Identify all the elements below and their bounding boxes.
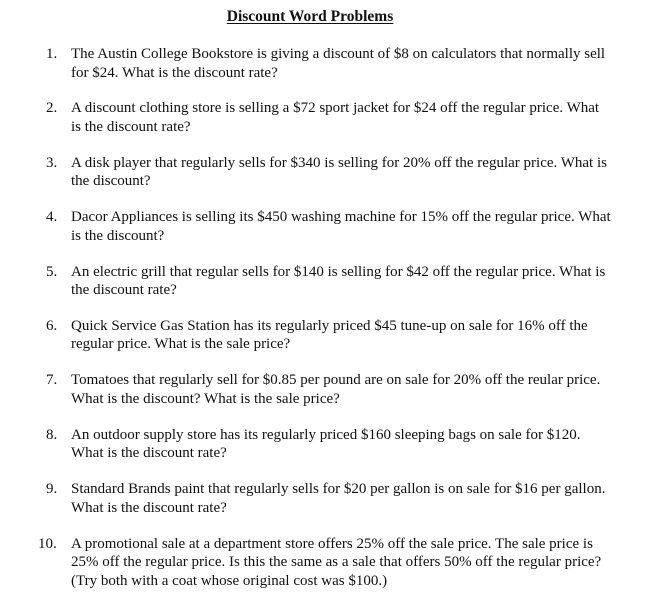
problem-text: Quick Service Gas Station has its regularly priced $45 tune-up on sale for 16% off the regular price. What is the sale price?	[71, 317, 588, 353]
problem-number: 1.	[46, 46, 58, 62]
problem-item-8	[0, 426, 611, 463]
problem-item-2	[0, 99, 611, 136]
problem-item-9	[0, 480, 611, 517]
problem-number: 10.	[38, 535, 57, 552]
problem-number: 2.	[46, 100, 58, 117]
problem-text: A discount clothing store is selling a $72 sport jacket for $24 off the regular price. What is the discount rate?	[71, 100, 600, 135]
problem-number: 7.	[46, 372, 58, 389]
problem-list	[0, 45, 657, 607]
problem-number: 8.	[46, 426, 58, 443]
problem-number: 3.	[46, 154, 58, 171]
problem-item-6	[0, 317, 611, 354]
problem-item-1	[0, 45, 611, 82]
problem-number: 6.	[46, 317, 58, 334]
problem-number: 9.	[46, 481, 58, 498]
problem-item-4	[0, 208, 611, 245]
page-title: Discount Word Problems	[226, 8, 394, 25]
problem-item-7	[0, 371, 611, 408]
problem-number: 5.	[46, 263, 58, 280]
problem-text: A disk player that regularly sells for $340 is selling for 20% off the regular price. What is the discount?	[71, 154, 607, 190]
problem-text: Dacor Appliances is selling its $450 washing machine for 15% off the regular price. What is the discount?	[71, 209, 611, 244]
problem-item-3	[0, 154, 611, 191]
problem-text: A promotional sale at a department store offers 25% off the sale price. The sale price is 25% off the regular price. Is this the same as a sale that offers 50% off the regular price? (Try both with a coat whose original cost was $100.)	[71, 535, 602, 589]
problem-text: Tomatoes that regularly sell for $0.85 per pound are on sale for 20% off the reular price. What is the discount? What is the sale price?	[71, 372, 601, 407]
problem-item-5	[0, 263, 611, 300]
problem-text: An electric grill that regular sells for $140 is selling for $42 off the regular price. What is the discount rate?	[71, 263, 606, 299]
problem-text: An outdoor supply store has its regularly priced $160 sleeping bags on sale for $120. What is the discount rate?	[71, 426, 581, 462]
problem-item-10	[0, 535, 611, 591]
problem-text: The Austin College Bookstore is giving a discount of $8 on calculators that normally sell for $24. What is the discount rate?	[71, 46, 606, 81]
problem-text: Standard Brands paint that regularly sells for $20 per gallon is on sale for $16 per gallon. What is the discount rate?	[71, 481, 606, 516]
problem-number: 4.	[46, 209, 58, 226]
